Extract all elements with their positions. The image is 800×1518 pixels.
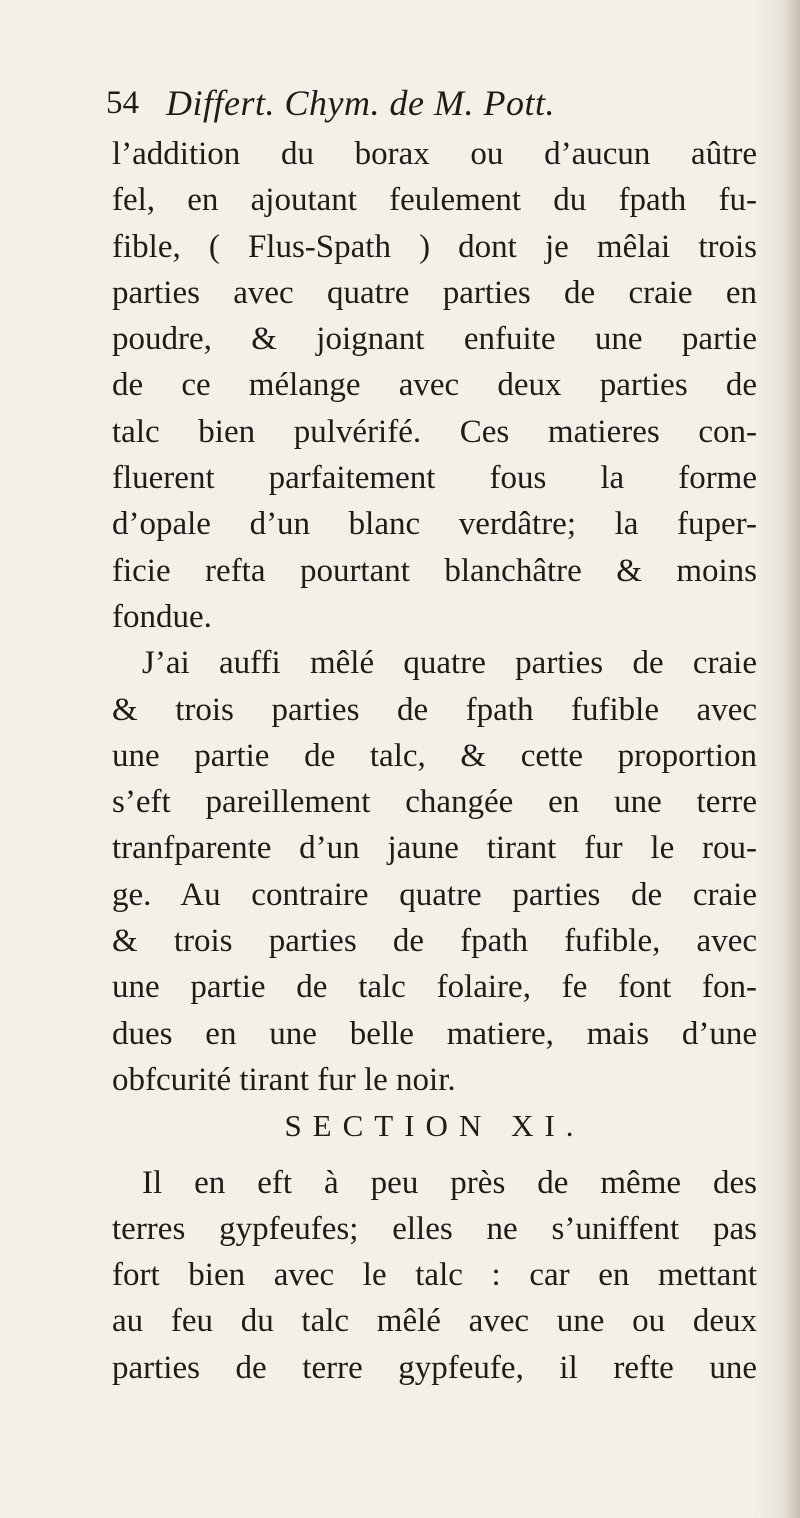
text-line: fondue. (112, 598, 212, 635)
spacer (112, 1150, 757, 1160)
text-line: & trois parties de fpath fufible, avec (112, 923, 757, 960)
text-line: ge. Au contraire quatre parties de craie (112, 876, 757, 913)
text-line: parties avec quatre parties de craie en (112, 274, 757, 311)
text-line: fible, ( Flus-Spath ) dont je mêlai trois (112, 228, 757, 265)
text-line: fort bien avec le talc : car en mettant (112, 1257, 757, 1294)
page-edge-shadow (786, 0, 800, 1518)
text-line: dues en une belle matiere, mais d’une (112, 1015, 757, 1052)
text-line: une partie de talc, & cette proportion (112, 737, 757, 774)
text-line: de ce mélange avec deux parties de (112, 367, 757, 404)
text-line: d’opale d’un blanc verdâtre; la fuper- (112, 506, 757, 543)
text-line: & trois parties de fpath fufible avec (112, 691, 757, 728)
text-line: fluerent parfaitement fous la forme (112, 460, 757, 497)
text-line: s’eft pareillement changée en une terre (112, 784, 757, 821)
running-title: Differt. Chym. de M. Pott. (166, 83, 555, 123)
text-line: parties de terre gypfeufe, il refte une (112, 1349, 757, 1386)
text-line: poudre, & joignant enfuite une partie (112, 321, 757, 358)
text-line: au feu du talc mêlé avec une ou deux (112, 1303, 757, 1340)
text-line: tranfparente d’un jaune tirant fur le rou- (112, 830, 757, 867)
text-line: Il en eft à peu près de même des (142, 1164, 757, 1201)
body-text (112, 131, 757, 1391)
page-header (106, 78, 746, 128)
section-heading: SECTION XI. (284, 1108, 585, 1144)
text-line: terres gypfeufes; elles ne s’uniffent pas (112, 1210, 757, 1247)
text-line: J’ai auffi mêlé quatre parties de craie (142, 645, 757, 682)
text-line: fel, en ajoutant feulement du fpath fu- (112, 182, 757, 219)
page-number: 54 (106, 85, 139, 121)
text-line: ficie refta pourtant blanchâtre & moins (112, 552, 757, 589)
text-line: obfcurité tirant fur le noir. (112, 1061, 456, 1098)
text-line: l’addition du borax ou d’aucun aûtre (112, 136, 757, 172)
text-line: une partie de talc folaire, fe font fon- (112, 969, 757, 1006)
text-line: talc bien pulvérifé. Ces matieres con- (112, 413, 757, 450)
